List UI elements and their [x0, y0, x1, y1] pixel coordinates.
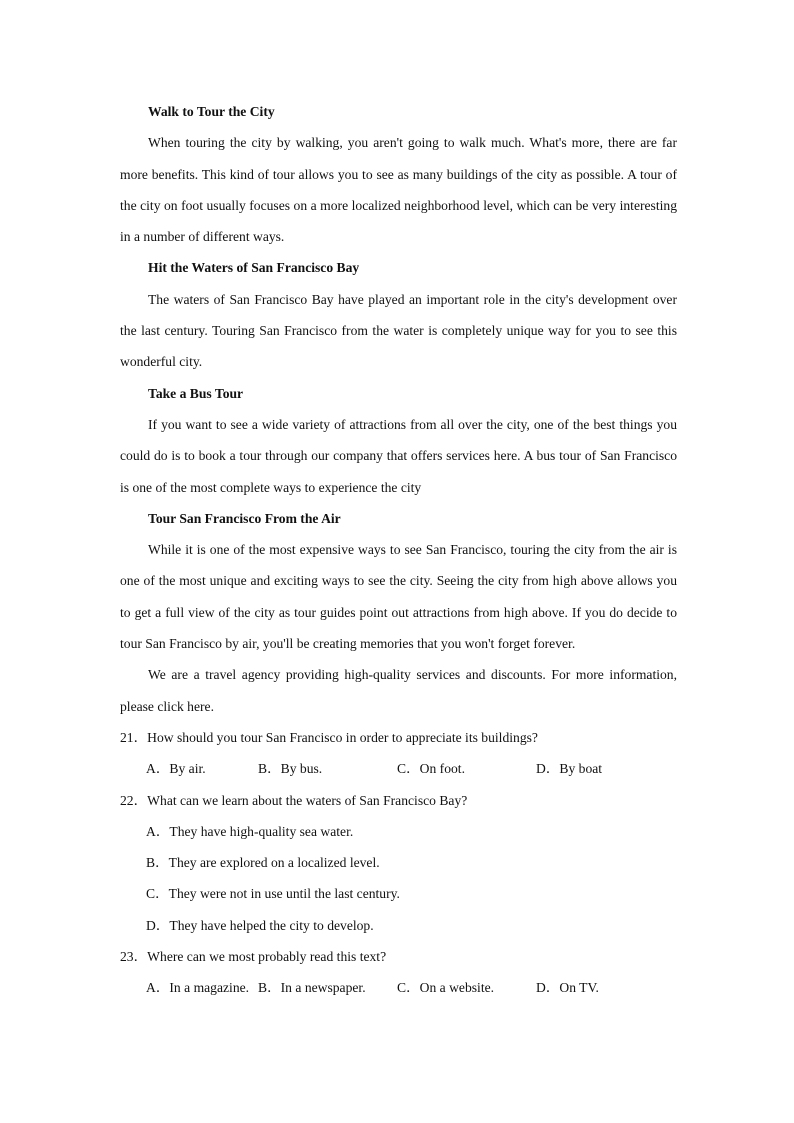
question-23-options — [120, 972, 677, 1003]
section-heading-bus: Take a Bus Tour — [148, 385, 244, 401]
section-body-waters: The waters of San Francisco Bay have played an important role in the city's development over the last century. Touring San Francisco from the water is completely unique way for you to see this wonderful city. — [120, 291, 677, 370]
section-heading-waters: Hit the Waters of San Francisco Bay — [148, 260, 360, 276]
section-heading-walk: Walk to Tour the City — [148, 104, 275, 119]
question-23-option-b[interactable]: B．In a newspaper. — [258, 980, 366, 996]
question-22-stem: 22．What can we learn about the waters of San Francisco Bay? — [120, 792, 468, 808]
question-23-option-c[interactable]: C．On a website. — [397, 980, 495, 996]
question-22-option-d[interactable]: D．They have helped the city to develop. — [146, 917, 374, 933]
section-body-walk: When touring the city by walking, you aren't going to walk much. What's more, there are far more benefits. This kind of tour allows you to see as many buildings of the city as possible. A tour of the city on foot usually focuses on a more localized neighborhood level, which can be very interesting in a number of different ways. — [120, 135, 677, 245]
question-22-option-a[interactable]: A．They have high-quality sea water. — [146, 823, 354, 839]
question-21-stem: 21．How should you tour San Francisco in order to appreciate its buildings? — [120, 729, 538, 745]
document-content — [120, 96, 677, 1004]
question-21-option-d[interactable]: D．By boat — [536, 761, 603, 777]
section-body-air: While it is one of the most expensive ways to see San Francisco, touring the city from the air is one of the most unique and exciting ways to see the city. Seeing the city from high above allows you to get a full view of the city as tour guides point out attractions from high above. If you do decide to tour San Francisco by air, you'll be creating memories that you won't forget forever. — [120, 542, 677, 652]
closing-paragraph: We are a travel agency providing high-quality services and discounts. For more information, please click here. — [120, 667, 677, 714]
question-23-option-a[interactable]: A．In a magazine. — [146, 980, 250, 996]
question-21-option-a[interactable]: A．By air. — [146, 761, 206, 777]
question-22-option-c[interactable]: C．They were not in use until the last century. — [146, 886, 400, 902]
question-21-options — [120, 753, 677, 784]
question-23-option-d[interactable]: D．On TV. — [536, 980, 599, 996]
question-22-option-b[interactable]: B．They are explored on a localized level. — [146, 855, 380, 871]
question-21-option-c[interactable]: C．On foot. — [397, 761, 465, 777]
section-heading-air: Tour San Francisco From the Air — [148, 510, 341, 526]
question-23-stem: 23．Where can we most probably read this text? — [120, 949, 387, 965]
section-body-bus: If you want to see a wide variety of attractions from all over the city, one of the best things you could do is to book a tour through our company that offers services here. A bus tour of San Francisco is one of the most complete ways to experience the city — [120, 416, 677, 495]
question-21-option-b[interactable]: B．By bus. — [258, 761, 323, 777]
